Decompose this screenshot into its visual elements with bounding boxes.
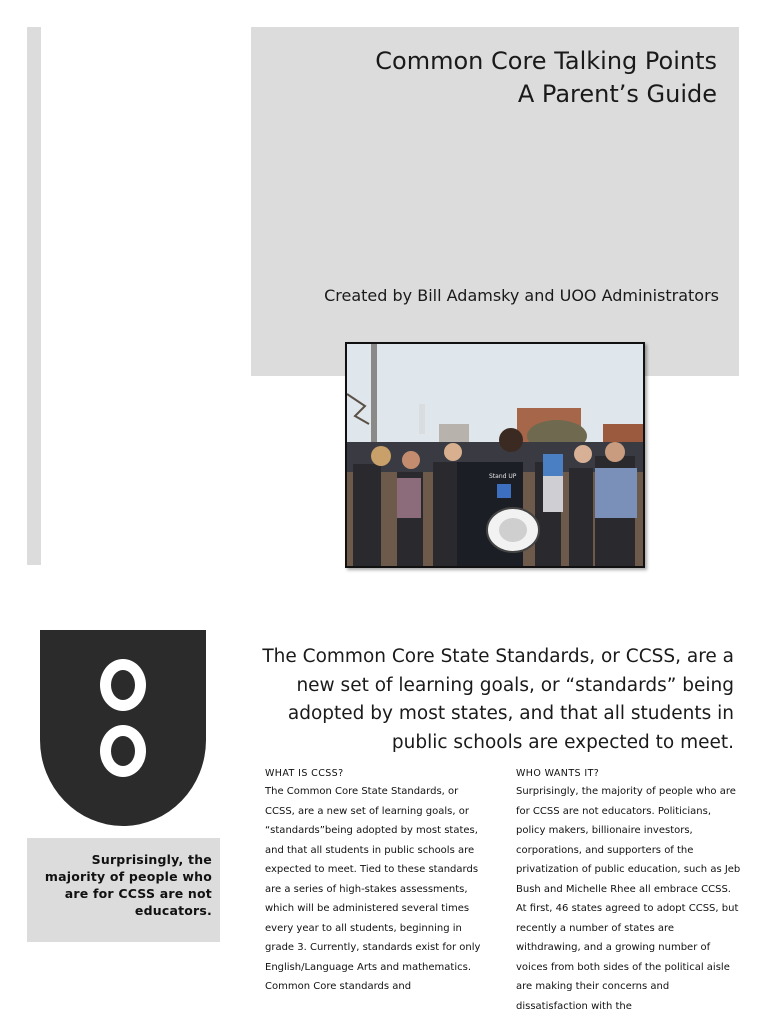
section-heading: WHO WANTS IT? [516,768,600,779]
shirt-text: Stand UP [489,473,517,480]
section-body: Surprisingly, the majority of people who are for CCSS are not educators. Politicians, policy makers, billionaire investors, corporations, and supporters of the privatization of public education, such as Jeb Bush and Michelle Rhee all embrace CCSS. At first, 46 states agreed to adopt CCSS, but recently a number of states are withdrawing, and a growing number of voices from both sides of the political aisle are making their concerns and dissatisfaction with the [516,786,741,1012]
logo-graphic [40,630,206,826]
left-accent-bar [27,27,41,565]
section-body: The Common Core State Standards, or CCSS, are a new set of learning goals, or “standards”being adopted by most states, and that all students in public schools are expected to meet. Tied to these standards are a series of high-stakes assessments, which will be administered several times every year to all students, beginning in grade 3. Currently, standards exist for only English/Language Arts and mathematics. Common Core standards and [265,786,481,992]
uoo-logo-icon [40,630,206,826]
pull-quote-box [27,838,220,942]
title-line-1: Common Core Talking Points [375,47,717,75]
title-line-2: A Parent’s Guide [517,80,717,108]
pull-quote-text: Surprisingly, the majority of people who are for CCSS are not educators. [44,852,212,918]
photo-illustration [347,344,643,566]
protest-crowd-photo [345,342,645,568]
title-panel [251,27,739,376]
section-heading: WHAT IS CCSS? [265,768,344,779]
section-who-wants-it [516,766,741,1016]
document-title [375,45,717,111]
lead-paragraph: The Common Core State Standards, or CCSS, are a new set of learning goals, or “standards” being adopted by most states, and that all students in public schools are expected to meet. [262,646,734,753]
author-credit: Created by Bill Adamsky and UOO Administrators [324,286,719,305]
section-what-is-ccss [265,766,490,997]
